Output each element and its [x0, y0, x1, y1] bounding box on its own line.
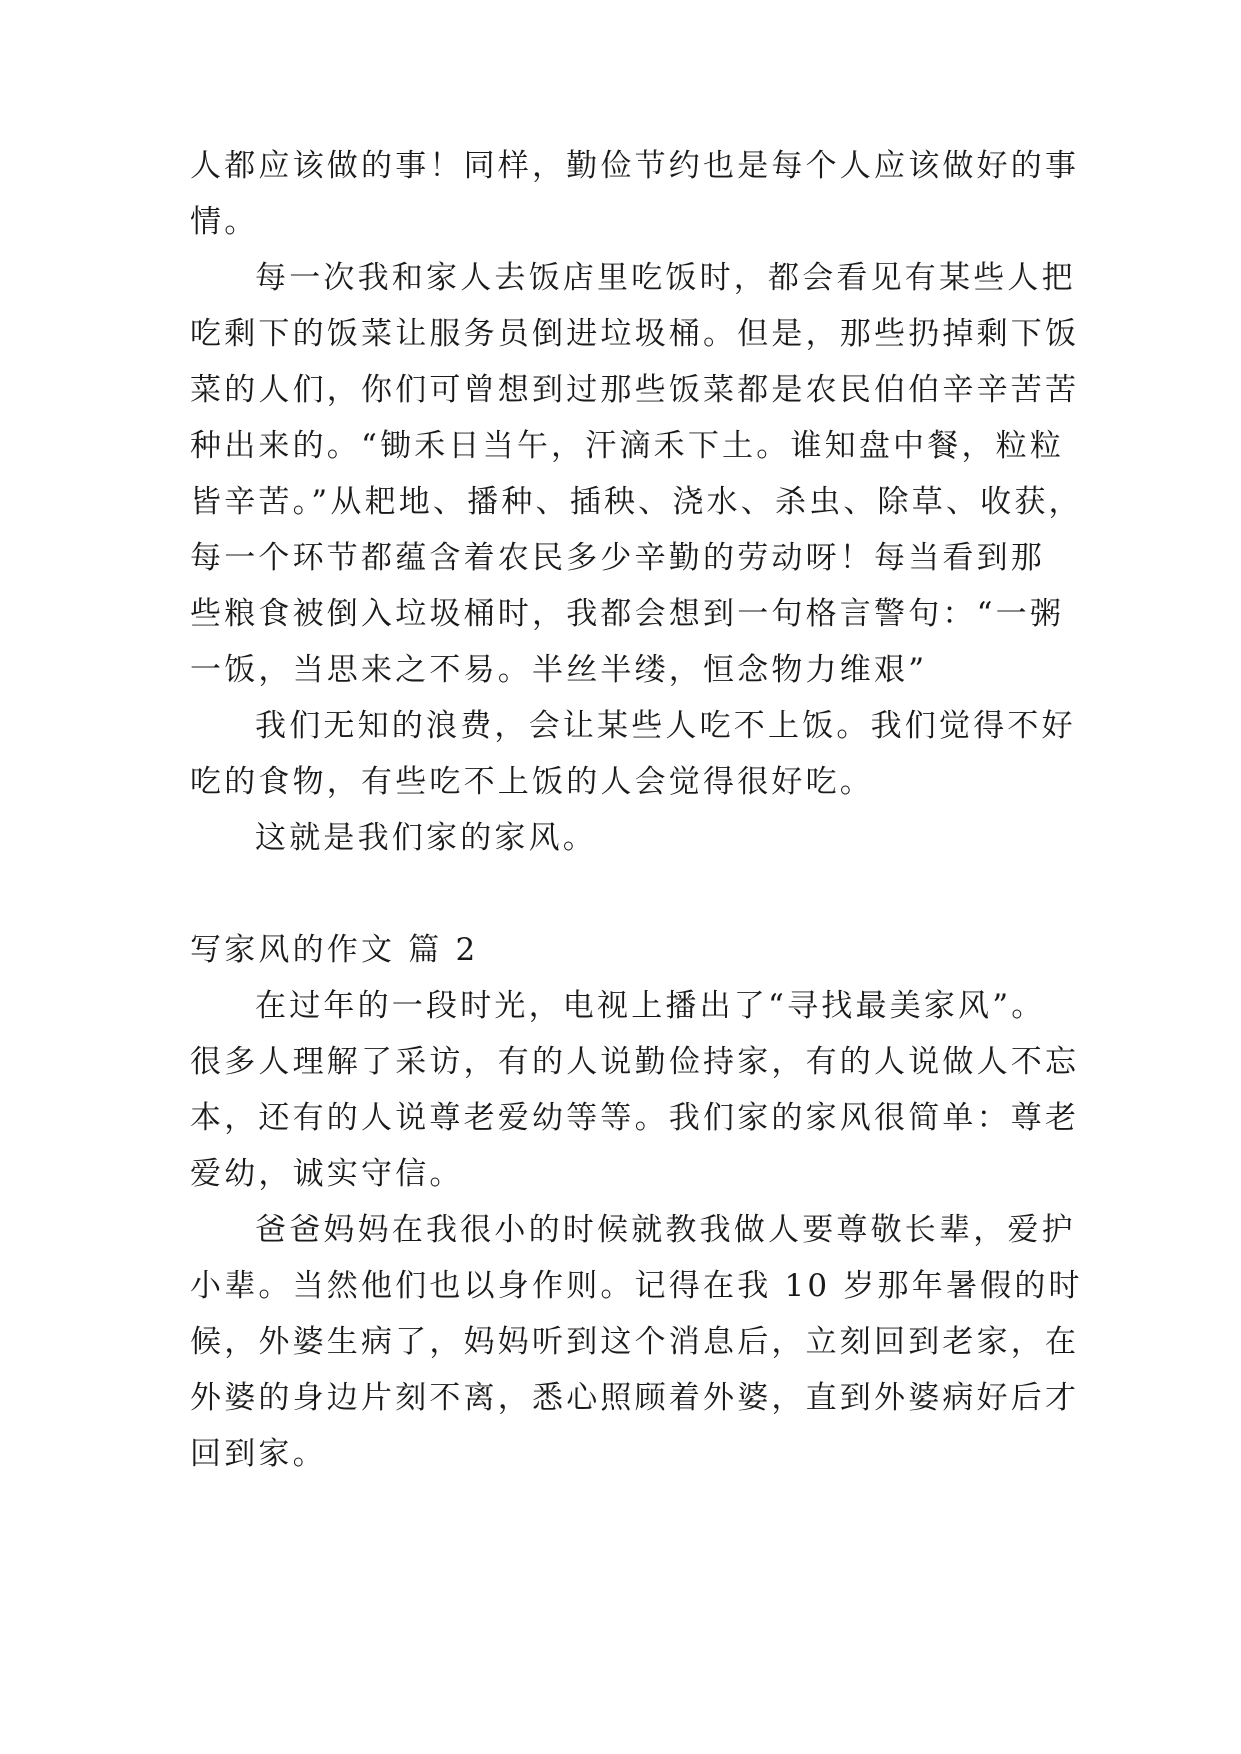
paragraph-line: 菜的人们，你们可曾想到过那些饭菜都是农民伯伯辛辛苦苦: [190, 372, 1080, 408]
paragraph-line: 我们无知的浪费，会让某些人吃不上饭。我们觉得不好: [255, 708, 1076, 744]
paragraph-line: 些粮食被倒入垃圾桶时，我都会想到一句格言警句：“一粥: [190, 596, 1065, 632]
paragraph-line: 候，外婆生病了，妈妈听到这个消息后，立刻回到老家，在: [190, 1324, 1080, 1360]
paragraph-line: 吃剩下的饭菜让服务员倒进垃圾桶。但是，那些扔掉剩下饭: [190, 316, 1080, 352]
paragraph-line: 爸爸妈妈在我很小的时候就教我做人要尊敬长辈，爱护: [255, 1212, 1076, 1248]
paragraph-line: 外婆的身边片刻不离，悉心照顾着外婆，直到外婆病好后才: [190, 1380, 1080, 1416]
paragraph-line: 一饭，当思来之不易。半丝半缕，恒念物力维艰”: [190, 652, 928, 688]
paragraph-line: 吃的食物，有些吃不上饭的人会觉得很好吃。: [190, 764, 874, 800]
paragraph-line: 人都应该做的事！同样，勤俭节约也是每个人应该做好的事: [190, 148, 1080, 184]
paragraph-line: 很多人理解了采访，有的人说勤俭持家，有的人说做人不忘: [190, 1044, 1080, 1080]
paragraph-line: 回到家。: [190, 1436, 327, 1472]
paragraph-line: 本，还有的人说尊老爱幼等等。我们家的家风很简单：尊老: [190, 1100, 1080, 1136]
paragraph-line: 每一次我和家人去饭店里吃饭时，都会看见有某些人把: [255, 260, 1076, 296]
paragraph-line: 在过年的一段时光，电视上播出了“寻找最美家风”。: [255, 988, 1046, 1024]
paragraph-line: 情。: [190, 204, 259, 240]
paragraph-line: 爱幼，诚实守信。: [190, 1156, 464, 1192]
paragraph-line: 这就是我们家的家风。: [255, 820, 597, 856]
paragraph-line: 种出来的。“锄禾日当午，汗滴禾下土。谁知盘中餐，粒粒: [190, 428, 1065, 464]
section-heading: 写家风的作文 篇 2: [190, 932, 479, 968]
paragraph-line: 小辈。当然他们也以身作则。记得在我 10 岁那年暑假的时: [190, 1268, 1083, 1304]
paragraph-line: 每一个环节都蕴含着农民多少辛勤的劳动呀！每当看到那: [190, 540, 1045, 576]
paragraph-line: 皆辛苦。”从耙地、播种、插秧、浇水、杀虫、除草、收获，: [190, 484, 1083, 520]
